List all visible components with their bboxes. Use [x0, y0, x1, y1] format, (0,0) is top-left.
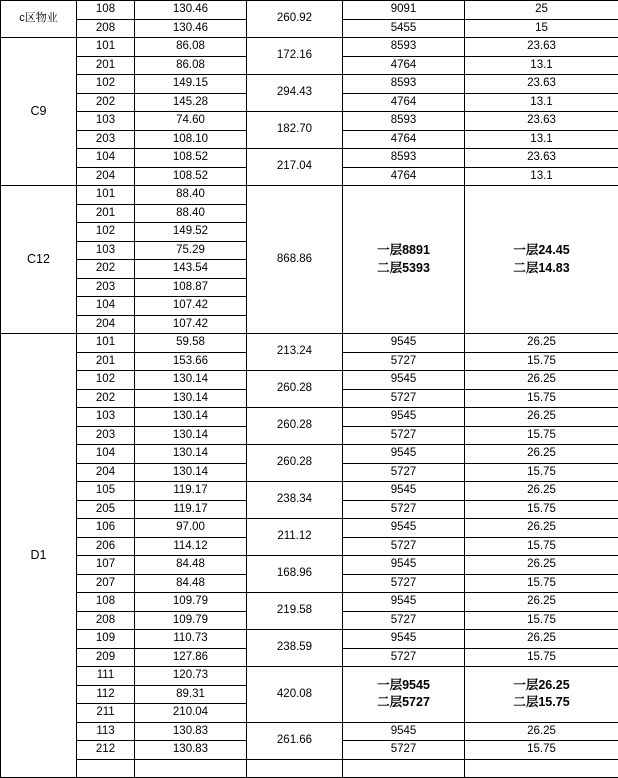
- rate-cell: 15.75: [465, 500, 618, 519]
- area-cell: 108.10: [135, 130, 247, 149]
- unit-number-cell: 201: [77, 56, 135, 75]
- unit-number-cell: 105: [77, 482, 135, 501]
- rate-cell: 15.75: [465, 389, 618, 408]
- unit-number-cell: 112: [77, 685, 135, 704]
- unit-number-cell: 209: [77, 648, 135, 667]
- fee-cell: 5727: [343, 463, 465, 482]
- total-area-cell: 211.12: [247, 519, 343, 556]
- area-cell: 153.66: [135, 352, 247, 371]
- fee-cell: 5727: [343, 352, 465, 371]
- area-cell: 114.12: [135, 537, 247, 556]
- fee-cell: 9545: [343, 408, 465, 427]
- rate-cell: 26.25: [465, 445, 618, 464]
- rate-cell: 13.1: [465, 56, 618, 75]
- area-cell: 108.87: [135, 278, 247, 297]
- unit-number-cell: 206: [77, 537, 135, 556]
- table-row: [1, 371, 618, 390]
- rate-cell: 23.63: [465, 75, 618, 94]
- fee-cell: 9545: [343, 445, 465, 464]
- area-cell: 130.14: [135, 426, 247, 445]
- total-area-cell: 238.59: [247, 630, 343, 667]
- area-cell: 109.79: [135, 611, 247, 630]
- rate-cell: 23.63: [465, 38, 618, 57]
- unit-number-cell: 203: [77, 278, 135, 297]
- fee-cell: 5727: [343, 648, 465, 667]
- unit-number-cell: 101: [77, 186, 135, 205]
- unit-number-cell: 109: [77, 630, 135, 649]
- rate-cell: 26.25: [465, 519, 618, 538]
- area-cell: 145.28: [135, 93, 247, 112]
- fee-cell: 9545: [343, 593, 465, 612]
- fee-cell: 一层9545 二层5727: [343, 667, 465, 723]
- area-cell: 86.08: [135, 38, 247, 57]
- rate-cell: 15: [465, 19, 618, 38]
- fee-cell: 8593: [343, 75, 465, 94]
- table-row: [1, 630, 618, 649]
- total-area-cell: 260.92: [247, 1, 343, 38]
- unit-number-cell: 203: [77, 130, 135, 149]
- fee-cell: 5455: [343, 19, 465, 38]
- unit-number-cell: 204: [77, 463, 135, 482]
- rate-cell: 26.25: [465, 334, 618, 353]
- rate-cell: 25: [465, 1, 618, 20]
- total-area-cell: 217.04: [247, 149, 343, 186]
- table-row: [1, 75, 618, 94]
- fee-cell: 9545: [343, 371, 465, 390]
- table-row: [1, 519, 618, 538]
- total-area-cell: 261.66: [247, 722, 343, 759]
- table-row: [1, 593, 618, 612]
- rate-cell: 一层24.45 二层14.83: [465, 186, 618, 334]
- building-group-cell: C9: [1, 38, 77, 186]
- unit-number-cell: 102: [77, 371, 135, 390]
- fee-cell: 5727: [343, 537, 465, 556]
- total-area-cell: 182.70: [247, 112, 343, 149]
- total-area-cell: 168.96: [247, 556, 343, 593]
- rate-cell: [465, 759, 618, 778]
- area-cell: 86.08: [135, 56, 247, 75]
- unit-number-cell: 102: [77, 75, 135, 94]
- area-cell: 107.42: [135, 315, 247, 334]
- table-row: [1, 408, 618, 427]
- total-area-cell: 868.86: [247, 186, 343, 334]
- table-row: [1, 667, 618, 686]
- area-cell: 130.83: [135, 722, 247, 741]
- area-cell: 143.54: [135, 260, 247, 279]
- unit-number-cell: 113: [77, 722, 135, 741]
- rate-cell: 13.1: [465, 93, 618, 112]
- total-area-cell: 238.34: [247, 482, 343, 519]
- area-cell: 97.00: [135, 519, 247, 538]
- area-cell: 130.83: [135, 741, 247, 760]
- total-area-cell: 219.58: [247, 593, 343, 630]
- rate-cell: 15.75: [465, 611, 618, 630]
- table-row: [1, 1, 618, 20]
- table-body: [1, 1, 618, 778]
- area-cell: 149.15: [135, 75, 247, 94]
- fee-cell: 9091: [343, 1, 465, 20]
- area-cell: 74.60: [135, 112, 247, 131]
- rate-cell: 15.75: [465, 537, 618, 556]
- area-cell: 108.52: [135, 149, 247, 168]
- total-area-cell: 213.24: [247, 334, 343, 371]
- table-row: [1, 482, 618, 501]
- unit-number-cell: 104: [77, 445, 135, 464]
- fee-cell: [343, 759, 465, 778]
- fee-cell: 8593: [343, 38, 465, 57]
- area-cell: 84.48: [135, 556, 247, 575]
- unit-number-cell: 108: [77, 1, 135, 20]
- building-group-cell: c区物业: [1, 1, 77, 38]
- rate-cell: 15.75: [465, 741, 618, 760]
- fee-cell: 4764: [343, 56, 465, 75]
- total-area-cell: 294.43: [247, 75, 343, 112]
- rate-cell: 26.25: [465, 408, 618, 427]
- fee-cell: 9545: [343, 482, 465, 501]
- table-row: [1, 112, 618, 131]
- area-cell: 59.58: [135, 334, 247, 353]
- unit-number-cell: 202: [77, 93, 135, 112]
- unit-number-cell: 201: [77, 352, 135, 371]
- unit-number-cell: 207: [77, 574, 135, 593]
- unit-number-cell: 108: [77, 593, 135, 612]
- rate-cell: 15.75: [465, 463, 618, 482]
- area-cell: 130.14: [135, 389, 247, 408]
- fee-cell: 一层8891 二层5393: [343, 186, 465, 334]
- fee-cell: 4764: [343, 130, 465, 149]
- unit-number-cell: 106: [77, 519, 135, 538]
- fee-cell: 5727: [343, 389, 465, 408]
- area-cell: 130.14: [135, 371, 247, 390]
- area-cell: 84.48: [135, 574, 247, 593]
- unit-number-cell: 107: [77, 556, 135, 575]
- unit-number-cell: 202: [77, 389, 135, 408]
- table-row: [1, 722, 618, 741]
- area-cell: 210.04: [135, 704, 247, 723]
- area-cell: 127.86: [135, 648, 247, 667]
- table-row: [1, 186, 618, 205]
- area-cell: 109.79: [135, 593, 247, 612]
- unit-number-cell: 202: [77, 260, 135, 279]
- fee-cell: 9545: [343, 334, 465, 353]
- area-cell: 88.40: [135, 186, 247, 205]
- unit-number-cell: 101: [77, 334, 135, 353]
- rate-cell: 13.1: [465, 130, 618, 149]
- fee-cell: 4764: [343, 93, 465, 112]
- rate-cell: 15.75: [465, 426, 618, 445]
- area-cell: 130.46: [135, 1, 247, 20]
- unit-number-cell: [77, 759, 135, 778]
- area-cell: 119.17: [135, 500, 247, 519]
- fee-cell: 5727: [343, 611, 465, 630]
- rate-cell: 26.25: [465, 593, 618, 612]
- fee-cell: 8593: [343, 112, 465, 131]
- area-cell: 107.42: [135, 297, 247, 316]
- rate-cell: 13.1: [465, 167, 618, 186]
- total-area-cell: 260.28: [247, 445, 343, 482]
- unit-number-cell: 101: [77, 38, 135, 57]
- unit-number-cell: 111: [77, 667, 135, 686]
- table-row: [1, 445, 618, 464]
- rate-cell: 一层26.25 二层15.75: [465, 667, 618, 723]
- rate-cell: 26.25: [465, 556, 618, 575]
- unit-number-cell: 211: [77, 704, 135, 723]
- area-cell: 130.14: [135, 445, 247, 464]
- unit-number-cell: 208: [77, 611, 135, 630]
- fee-cell: 8593: [343, 149, 465, 168]
- table-row: [1, 556, 618, 575]
- area-cell: 119.17: [135, 482, 247, 501]
- unit-number-cell: 212: [77, 741, 135, 760]
- rate-cell: 26.25: [465, 371, 618, 390]
- area-cell: 89.31: [135, 685, 247, 704]
- table-row: [1, 38, 618, 57]
- table-row: [1, 334, 618, 353]
- unit-number-cell: 208: [77, 19, 135, 38]
- area-cell: [135, 759, 247, 778]
- rate-cell: 26.25: [465, 722, 618, 741]
- rate-cell: 26.25: [465, 482, 618, 501]
- rate-cell: 15.75: [465, 352, 618, 371]
- rate-cell: 23.63: [465, 149, 618, 168]
- fee-cell: 5727: [343, 500, 465, 519]
- fee-cell: 9545: [343, 556, 465, 575]
- unit-number-cell: 102: [77, 223, 135, 242]
- rate-cell: 15.75: [465, 648, 618, 667]
- fee-cell: 9545: [343, 722, 465, 741]
- table-row: [1, 759, 618, 778]
- fee-cell: 4764: [343, 167, 465, 186]
- building-group-cell: C12: [1, 186, 77, 334]
- table-row: [1, 149, 618, 168]
- area-cell: 75.29: [135, 241, 247, 260]
- rate-cell: 23.63: [465, 112, 618, 131]
- fee-cell: 9545: [343, 630, 465, 649]
- area-cell: 88.40: [135, 204, 247, 223]
- building-group-cell: D1: [1, 334, 77, 778]
- rate-cell: 26.25: [465, 630, 618, 649]
- unit-number-cell: 204: [77, 315, 135, 334]
- area-cell: 120.73: [135, 667, 247, 686]
- total-area-cell: 420.08: [247, 667, 343, 723]
- total-area-cell: [247, 759, 343, 778]
- area-cell: 149.52: [135, 223, 247, 242]
- unit-number-cell: 103: [77, 112, 135, 131]
- unit-number-cell: 103: [77, 408, 135, 427]
- total-area-cell: 260.28: [247, 408, 343, 445]
- total-area-cell: 260.28: [247, 371, 343, 408]
- total-area-cell: 172.16: [247, 38, 343, 75]
- rate-cell: 15.75: [465, 574, 618, 593]
- fee-cell: 9545: [343, 519, 465, 538]
- unit-number-cell: 104: [77, 149, 135, 168]
- unit-number-cell: 104: [77, 297, 135, 316]
- unit-number-cell: 204: [77, 167, 135, 186]
- unit-number-cell: 103: [77, 241, 135, 260]
- area-cell: 130.14: [135, 463, 247, 482]
- area-cell: 108.52: [135, 167, 247, 186]
- fee-cell: 5727: [343, 426, 465, 445]
- area-cell: 130.14: [135, 408, 247, 427]
- unit-number-cell: 205: [77, 500, 135, 519]
- area-cell: 130.46: [135, 19, 247, 38]
- fee-cell: 5727: [343, 741, 465, 760]
- area-cell: 110.73: [135, 630, 247, 649]
- fee-cell: 5727: [343, 574, 465, 593]
- unit-number-cell: 201: [77, 204, 135, 223]
- unit-number-cell: 203: [77, 426, 135, 445]
